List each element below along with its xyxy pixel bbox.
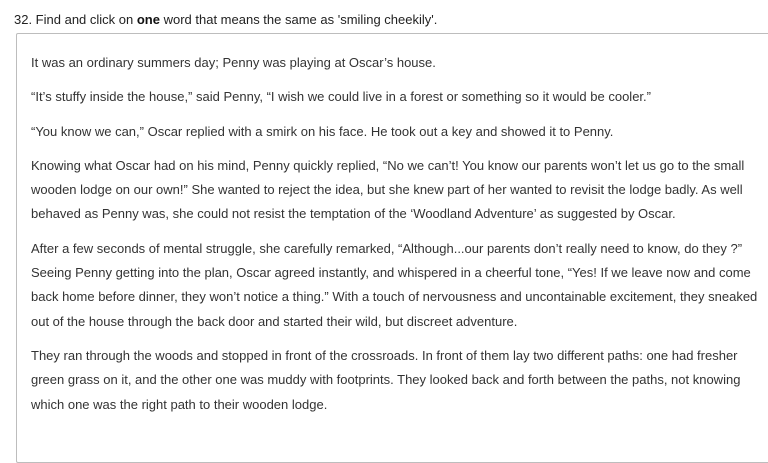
passage-paragraph[interactable]: “It’s stuffy inside the house,” said Penny, “I wish we could live in a forest or something so it would be cooler.” xyxy=(31,89,651,105)
passage xyxy=(31,51,761,427)
passage-paragraph[interactable]: “You know we can,” Oscar replied with a smirk on his face. He took out a key and showed it to Penny. xyxy=(31,123,614,139)
question-emphasis: one xyxy=(136,12,160,27)
question-prompt xyxy=(14,11,437,29)
question-text-prefix: 32. Find and click on xyxy=(14,12,137,27)
passage-paragraph[interactable]: After a few seconds of mental struggle, she carefully remarked, “Although...our parents don’t really need to know, do they ?” Seeing Penny getting into the plan, Oscar agreed instantly, and whispered in a cheerful tone, “Yes! If we leave now and come back home before dinner, they won’t notice a thing.” With a touch of nervousness and uncontainable excitement, they sneaked out of the house through the back door and started their wild, but discreet adventure. xyxy=(31,240,758,329)
passage-paragraph[interactable]: They ran through the woods and stopped in front of the crossroads. In front of them lay two different paths: one had fresher green grass on it, and the other one was muddy with footprints. They looked back and forth between the paths, not knowing which one was the right path to their wooden lodge. xyxy=(31,347,741,412)
passage-paragraph[interactable]: Knowing what Oscar had on his mind, Penny quickly replied, “No we can’t! You know our parents won’t let us go to the small wooden lodge on our own!” She wanted to reject the idea, but she knew part of her wanted to revisit the lodge badly. As well behaved as Penny was, she could not resist the temptation of the ‘Woodland Adventure’ as suggested by Oscar. xyxy=(31,157,745,222)
question-text-suffix: word that means the same as 'smiling cheekily'. xyxy=(159,12,438,27)
passage-paragraph[interactable]: It was an ordinary summers day; Penny was playing at Oscar’s house. xyxy=(31,55,436,70)
